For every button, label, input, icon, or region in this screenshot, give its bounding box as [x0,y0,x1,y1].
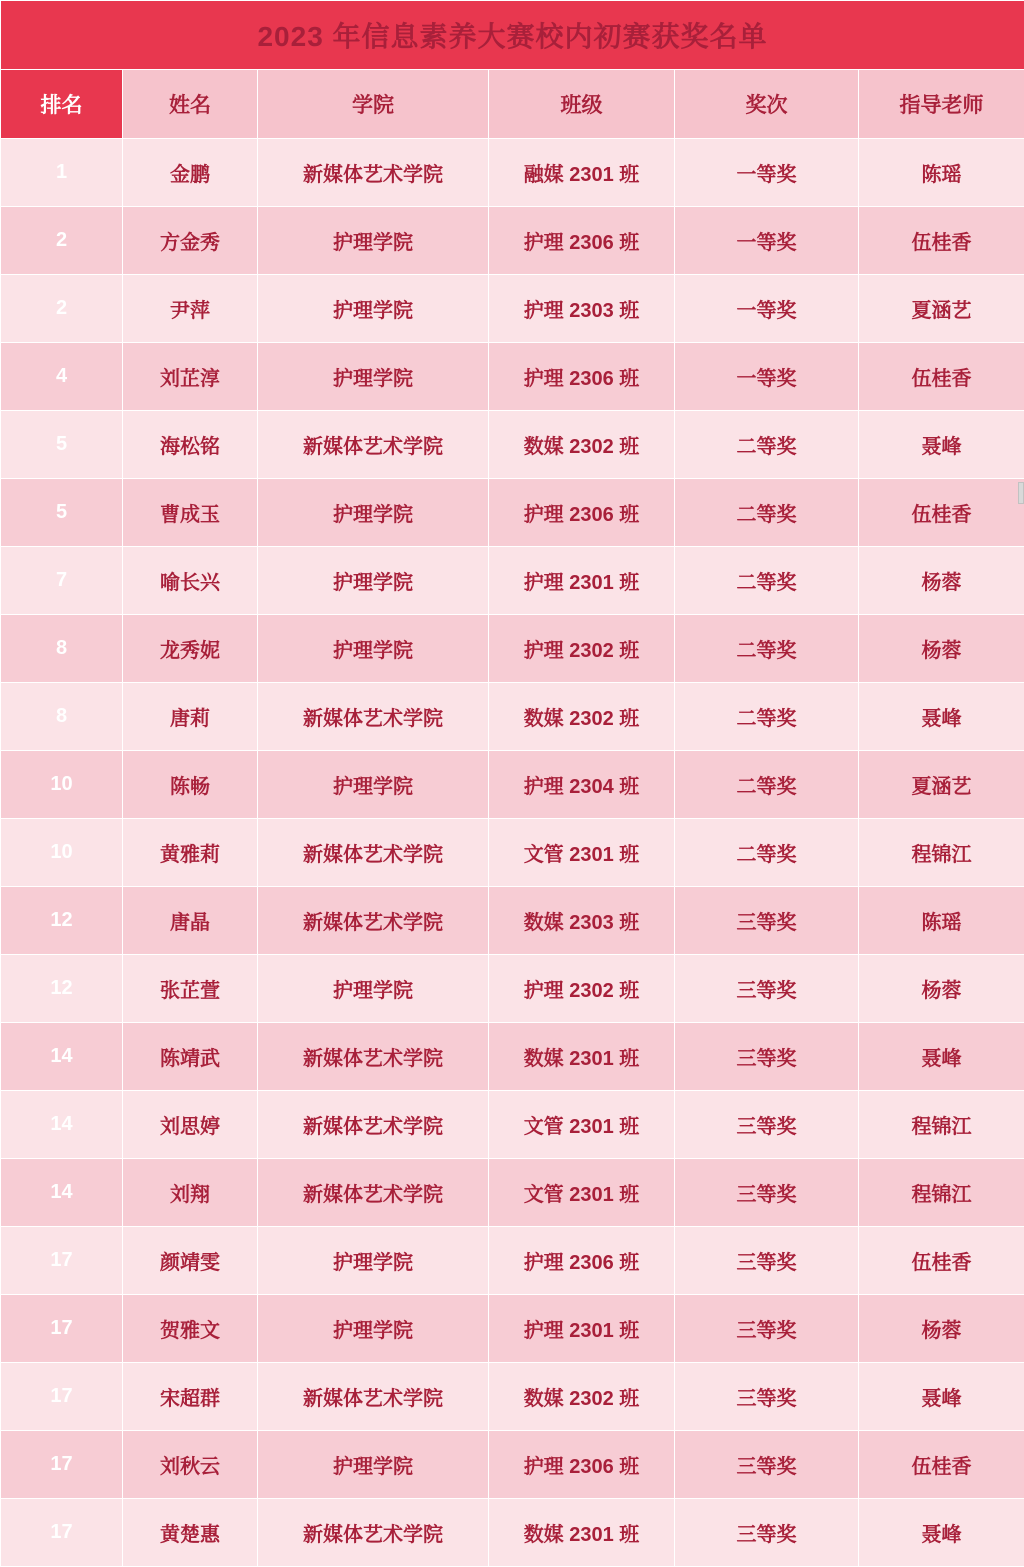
cell-college: 新媒体艺术学院 [258,887,489,955]
cell-rank: 14 [1,1023,123,1091]
cell-teacher: 程锦江 [859,1159,1024,1227]
column-header-name: 姓名 [123,70,258,139]
cell-teacher: 聂峰 [859,1499,1024,1567]
cell-rank: 8 [1,615,123,683]
cell-class: 数媒 2303 班 [489,887,675,955]
cell-class: 护理 2306 班 [489,479,675,547]
table-row [1,1023,1024,1091]
cell-name: 方金秀 [123,207,258,275]
table-row [1,207,1024,275]
cell-college: 新媒体艺术学院 [258,1159,489,1227]
cell-teacher: 杨蓉 [859,1295,1024,1363]
cell-name: 刘芷淳 [123,343,258,411]
cell-teacher: 伍桂香 [859,479,1024,547]
cell-class: 护理 2301 班 [489,547,675,615]
cell-name: 黄楚惠 [123,1499,258,1567]
cell-award: 二等奖 [675,547,859,615]
cell-college: 护理学院 [258,343,489,411]
cell-rank: 8 [1,683,123,751]
cell-name: 刘秋云 [123,1431,258,1499]
cell-class: 数媒 2302 班 [489,683,675,751]
cell-teacher: 杨蓉 [859,615,1024,683]
table-row [1,1091,1024,1159]
table-row [1,411,1024,479]
cell-class: 护理 2306 班 [489,343,675,411]
cell-class: 数媒 2301 班 [489,1499,675,1567]
cell-award: 三等奖 [675,1363,859,1431]
cell-name: 宋超群 [123,1363,258,1431]
cell-college: 护理学院 [258,1227,489,1295]
cell-name: 唐晶 [123,887,258,955]
cell-teacher: 夏涵艺 [859,275,1024,343]
cell-award: 二等奖 [675,615,859,683]
cell-rank: 17 [1,1499,123,1567]
cell-class: 数媒 2301 班 [489,1023,675,1091]
cell-teacher: 聂峰 [859,683,1024,751]
cell-award: 三等奖 [675,887,859,955]
cell-name: 龙秀妮 [123,615,258,683]
cell-class: 文管 2301 班 [489,1091,675,1159]
cell-name: 海松铭 [123,411,258,479]
cell-college: 护理学院 [258,547,489,615]
cell-teacher: 聂峰 [859,1363,1024,1431]
cell-college: 新媒体艺术学院 [258,819,489,887]
cell-rank: 17 [1,1227,123,1295]
cell-teacher: 夏涵艺 [859,751,1024,819]
cell-class: 数媒 2302 班 [489,1363,675,1431]
table-row [1,887,1024,955]
cell-award: 二等奖 [675,683,859,751]
cell-name: 张芷萱 [123,955,258,1023]
cell-rank: 10 [1,751,123,819]
column-header-teacher: 指导老师 [859,70,1024,139]
cell-rank: 10 [1,819,123,887]
cell-college: 新媒体艺术学院 [258,1499,489,1567]
table-row [1,1499,1024,1567]
cell-class: 护理 2306 班 [489,207,675,275]
cell-college: 新媒体艺术学院 [258,139,489,207]
table-header-row [1,70,1024,139]
cell-college: 护理学院 [258,1431,489,1499]
cell-class: 护理 2302 班 [489,615,675,683]
table-row [1,1431,1024,1499]
table-row [1,683,1024,751]
table-row [1,479,1024,547]
cell-award: 一等奖 [675,343,859,411]
cell-name: 唐莉 [123,683,258,751]
cell-rank: 2 [1,275,123,343]
table-row [1,751,1024,819]
cell-college: 新媒体艺术学院 [258,1023,489,1091]
cell-college: 护理学院 [258,955,489,1023]
cell-teacher: 伍桂香 [859,343,1024,411]
table-row [1,1295,1024,1363]
column-header-class: 班级 [489,70,675,139]
table-row [1,1227,1024,1295]
cell-class: 文管 2301 班 [489,819,675,887]
cell-award: 三等奖 [675,1091,859,1159]
cell-rank: 4 [1,343,123,411]
cell-award: 三等奖 [675,1431,859,1499]
cell-class: 护理 2302 班 [489,955,675,1023]
cell-name: 贺雅文 [123,1295,258,1363]
cell-award: 三等奖 [675,1295,859,1363]
cell-rank: 2 [1,207,123,275]
cell-name: 曹成玉 [123,479,258,547]
cell-teacher: 伍桂香 [859,207,1024,275]
cell-class: 文管 2301 班 [489,1159,675,1227]
cell-class: 融媒 2301 班 [489,139,675,207]
cell-teacher: 杨蓉 [859,955,1024,1023]
page-title: 2023 年信息素养大赛校内初赛获奖名单 [1,1,1024,70]
cell-name: 黄雅莉 [123,819,258,887]
table-body [1,139,1024,1567]
cell-teacher: 程锦江 [859,1091,1024,1159]
cell-class: 护理 2303 班 [489,275,675,343]
column-header-award: 奖次 [675,70,859,139]
scroll-edge-marker [1018,482,1024,504]
table-row [1,343,1024,411]
cell-award: 三等奖 [675,1023,859,1091]
cell-name: 刘翔 [123,1159,258,1227]
cell-teacher: 聂峰 [859,411,1024,479]
cell-teacher: 陈瑶 [859,139,1024,207]
cell-name: 刘思婷 [123,1091,258,1159]
cell-rank: 17 [1,1363,123,1431]
cell-college: 新媒体艺术学院 [258,1363,489,1431]
cell-college: 护理学院 [258,207,489,275]
cell-award: 二等奖 [675,819,859,887]
table-row [1,615,1024,683]
cell-rank: 5 [1,411,123,479]
table-row [1,547,1024,615]
cell-class: 护理 2304 班 [489,751,675,819]
cell-award: 一等奖 [675,275,859,343]
table-row [1,275,1024,343]
cell-college: 新媒体艺术学院 [258,1091,489,1159]
cell-award: 一等奖 [675,207,859,275]
cell-rank: 12 [1,955,123,1023]
cell-college: 护理学院 [258,615,489,683]
cell-class: 护理 2301 班 [489,1295,675,1363]
cell-teacher: 聂峰 [859,1023,1024,1091]
cell-award: 二等奖 [675,479,859,547]
cell-rank: 17 [1,1295,123,1363]
cell-rank: 14 [1,1091,123,1159]
cell-college: 护理学院 [258,479,489,547]
cell-name: 喻长兴 [123,547,258,615]
cell-rank: 14 [1,1159,123,1227]
cell-award: 二等奖 [675,751,859,819]
cell-award: 一等奖 [675,139,859,207]
cell-name: 颜靖雯 [123,1227,258,1295]
table-row [1,1363,1024,1431]
cell-teacher: 程锦江 [859,819,1024,887]
table-title-row [1,1,1024,70]
cell-name: 金鹏 [123,139,258,207]
cell-class: 护理 2306 班 [489,1227,675,1295]
cell-teacher: 杨蓉 [859,547,1024,615]
cell-award: 三等奖 [675,1499,859,1567]
cell-name: 陈靖武 [123,1023,258,1091]
cell-teacher: 陈瑶 [859,887,1024,955]
cell-college: 护理学院 [258,1295,489,1363]
cell-college: 护理学院 [258,275,489,343]
table-row [1,955,1024,1023]
cell-class: 护理 2306 班 [489,1431,675,1499]
cell-college: 新媒体艺术学院 [258,683,489,751]
cell-rank: 1 [1,139,123,207]
table-row [1,819,1024,887]
column-header-rank: 排名 [1,70,123,139]
cell-college: 新媒体艺术学院 [258,411,489,479]
cell-class: 数媒 2302 班 [489,411,675,479]
cell-teacher: 伍桂香 [859,1431,1024,1499]
cell-award: 三等奖 [675,955,859,1023]
cell-teacher: 伍桂香 [859,1227,1024,1295]
cell-name: 陈畅 [123,751,258,819]
cell-rank: 17 [1,1431,123,1499]
table-row [1,139,1024,207]
cell-award: 三等奖 [675,1227,859,1295]
cell-rank: 7 [1,547,123,615]
cell-award: 二等奖 [675,411,859,479]
cell-award: 三等奖 [675,1159,859,1227]
cell-name: 尹萍 [123,275,258,343]
cell-rank: 5 [1,479,123,547]
column-header-college: 学院 [258,70,489,139]
cell-college: 护理学院 [258,751,489,819]
cell-rank: 12 [1,887,123,955]
table-row [1,1159,1024,1227]
